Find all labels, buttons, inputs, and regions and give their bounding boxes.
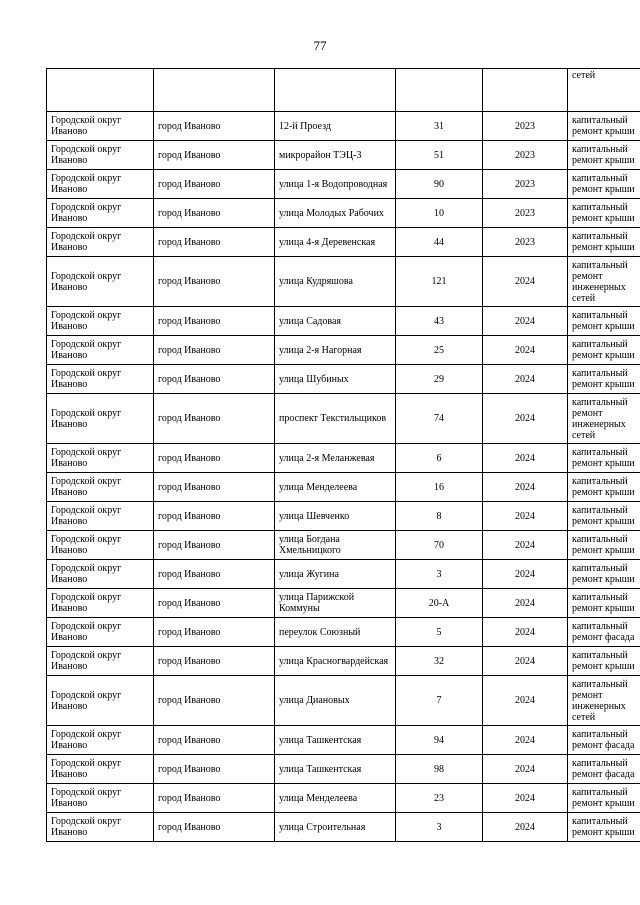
year-cell: 2023 <box>483 228 568 257</box>
house-number-cell: 74 <box>396 394 483 444</box>
house-number-cell: 20-А <box>396 589 483 618</box>
table-row <box>47 112 640 141</box>
work-type-cell: сетей <box>568 69 640 112</box>
city-cell: город Иваново <box>154 336 275 365</box>
year-cell: 2024 <box>483 307 568 336</box>
house-number-cell: 90 <box>396 170 483 199</box>
work-type-cell: капитальный ремонт крыши <box>568 112 640 141</box>
district-cell: Городской округ Иваново <box>47 112 154 141</box>
house-number-cell: 3 <box>396 813 483 842</box>
work-type-cell: капитальный ремонт крыши <box>568 444 640 473</box>
table-row <box>47 257 640 307</box>
table-row <box>47 170 640 199</box>
street-cell: улица Молодых Рабочих <box>275 199 396 228</box>
house-number-cell <box>396 69 483 112</box>
work-type-cell: капитальный ремонт инженерных сетей <box>568 257 640 307</box>
work-type-cell: капитальный ремонт фасада <box>568 755 640 784</box>
year-cell: 2024 <box>483 589 568 618</box>
work-type-cell: капитальный ремонт крыши <box>568 199 640 228</box>
district-cell: Городской округ Иваново <box>47 560 154 589</box>
district-cell: Городской округ Иваново <box>47 257 154 307</box>
city-cell: город Иваново <box>154 365 275 394</box>
year-cell: 2024 <box>483 394 568 444</box>
work-type-cell: капитальный ремонт крыши <box>568 647 640 676</box>
street-cell: улица Парижской Коммуны <box>275 589 396 618</box>
work-type-cell: капитальный ремонт крыши <box>568 228 640 257</box>
year-cell: 2024 <box>483 365 568 394</box>
district-cell: Городской округ Иваново <box>47 473 154 502</box>
street-cell: переулок Союзный <box>275 618 396 647</box>
table-body <box>47 69 640 842</box>
work-type-cell: капитальный ремонт крыши <box>568 813 640 842</box>
work-type-cell: капитальный ремонт крыши <box>568 531 640 560</box>
work-type-cell: капитальный ремонт крыши <box>568 170 640 199</box>
table-row <box>47 307 640 336</box>
city-cell: город Иваново <box>154 307 275 336</box>
table-row <box>47 560 640 589</box>
table-row <box>47 784 640 813</box>
house-number-cell: 70 <box>396 531 483 560</box>
city-cell: город Иваново <box>154 141 275 170</box>
street-cell: улица Ташкентская <box>275 726 396 755</box>
year-cell: 2024 <box>483 560 568 589</box>
year-cell: 2023 <box>483 199 568 228</box>
city-cell <box>154 69 275 112</box>
work-type-cell: капитальный ремонт крыши <box>568 473 640 502</box>
work-type-cell: капитальный ремонт фасада <box>568 726 640 755</box>
table-row <box>47 618 640 647</box>
table-row <box>47 141 640 170</box>
work-type-cell: капитальный ремонт крыши <box>568 589 640 618</box>
city-cell: город Иваново <box>154 589 275 618</box>
city-cell: город Иваново <box>154 473 275 502</box>
district-cell: Городской округ Иваново <box>47 365 154 394</box>
street-cell: улица Садовая <box>275 307 396 336</box>
district-cell: Городской округ Иваново <box>47 502 154 531</box>
district-cell: Городской округ Иваново <box>47 784 154 813</box>
street-cell: микрорайон ТЭЦ-3 <box>275 141 396 170</box>
street-cell: улица Диановых <box>275 676 396 726</box>
city-cell: город Иваново <box>154 228 275 257</box>
year-cell: 2024 <box>483 676 568 726</box>
street-cell: улица Ташкентская <box>275 755 396 784</box>
work-type-cell: капитальный ремонт крыши <box>568 365 640 394</box>
city-cell: город Иваново <box>154 199 275 228</box>
house-number-cell: 121 <box>396 257 483 307</box>
year-cell <box>483 69 568 112</box>
work-type-cell: капитальный ремонт инженерных сетей <box>568 676 640 726</box>
street-cell: улица Жугина <box>275 560 396 589</box>
house-number-cell: 51 <box>396 141 483 170</box>
work-type-cell: капитальный ремонт крыши <box>568 784 640 813</box>
district-cell: Городской округ Иваново <box>47 394 154 444</box>
district-cell: Городской округ Иваново <box>47 444 154 473</box>
street-cell: 12-й Проезд <box>275 112 396 141</box>
work-type-cell: капитальный ремонт фасада <box>568 618 640 647</box>
street-cell: улица Строительная <box>275 813 396 842</box>
house-number-cell: 25 <box>396 336 483 365</box>
street-cell: улица Красногвардейская <box>275 647 396 676</box>
table-row <box>47 199 640 228</box>
district-cell: Городской округ Иваново <box>47 170 154 199</box>
table-row <box>47 589 640 618</box>
street-cell: проспект Текстильщиков <box>275 394 396 444</box>
street-cell: улица Богдана Хмельницкого <box>275 531 396 560</box>
city-cell: город Иваново <box>154 531 275 560</box>
district-cell: Городской округ Иваново <box>47 336 154 365</box>
city-cell: город Иваново <box>154 560 275 589</box>
table-row <box>47 365 640 394</box>
street-cell: улица Кудряшова <box>275 257 396 307</box>
table-row <box>47 69 640 112</box>
work-type-cell: капитальный ремонт крыши <box>568 141 640 170</box>
year-cell: 2023 <box>483 170 568 199</box>
city-cell: город Иваново <box>154 444 275 473</box>
city-cell: город Иваново <box>154 112 275 141</box>
district-cell: Городской округ Иваново <box>47 755 154 784</box>
house-number-cell: 3 <box>396 560 483 589</box>
year-cell: 2024 <box>483 726 568 755</box>
city-cell: город Иваново <box>154 618 275 647</box>
work-type-cell: капитальный ремонт крыши <box>568 560 640 589</box>
work-type-cell: капитальный ремонт крыши <box>568 336 640 365</box>
table-row <box>47 394 640 444</box>
city-cell: город Иваново <box>154 502 275 531</box>
city-cell: город Иваново <box>154 257 275 307</box>
street-cell: улица Шевченко <box>275 502 396 531</box>
year-cell: 2024 <box>483 784 568 813</box>
city-cell: город Иваново <box>154 813 275 842</box>
year-cell: 2023 <box>483 141 568 170</box>
year-cell: 2024 <box>483 473 568 502</box>
table-row <box>47 473 640 502</box>
street-cell: улица Менделеева <box>275 473 396 502</box>
city-cell: город Иваново <box>154 170 275 199</box>
table-row <box>47 531 640 560</box>
district-cell: Городской округ Иваново <box>47 531 154 560</box>
table-row <box>47 647 640 676</box>
table-row <box>47 726 640 755</box>
street-cell: улица Шубиных <box>275 365 396 394</box>
street-cell: улица 1-я Водопроводная <box>275 170 396 199</box>
table-row <box>47 228 640 257</box>
house-number-cell: 29 <box>396 365 483 394</box>
house-number-cell: 7 <box>396 676 483 726</box>
house-number-cell: 32 <box>396 647 483 676</box>
district-cell: Городской округ Иваново <box>47 726 154 755</box>
year-cell: 2024 <box>483 502 568 531</box>
table-row <box>47 444 640 473</box>
buildings-table <box>46 68 640 842</box>
district-cell: Городской округ Иваново <box>47 307 154 336</box>
year-cell: 2024 <box>483 813 568 842</box>
year-cell: 2023 <box>483 112 568 141</box>
house-number-cell: 10 <box>396 199 483 228</box>
house-number-cell: 5 <box>396 618 483 647</box>
district-cell: Городской округ Иваново <box>47 676 154 726</box>
house-number-cell: 6 <box>396 444 483 473</box>
work-type-cell: капитальный ремонт инженерных сетей <box>568 394 640 444</box>
year-cell: 2024 <box>483 444 568 473</box>
table-row <box>47 813 640 842</box>
house-number-cell: 8 <box>396 502 483 531</box>
street-cell <box>275 69 396 112</box>
page-number: 77 <box>313 38 327 53</box>
year-cell: 2024 <box>483 257 568 307</box>
house-number-cell: 31 <box>396 112 483 141</box>
street-cell: улица Менделеева <box>275 784 396 813</box>
street-cell: улица 2-я Нагорная <box>275 336 396 365</box>
house-number-cell: 98 <box>396 755 483 784</box>
district-cell: Городской округ Иваново <box>47 141 154 170</box>
city-cell: город Иваново <box>154 755 275 784</box>
district-cell: Городской округ Иваново <box>47 228 154 257</box>
city-cell: город Иваново <box>154 394 275 444</box>
work-type-cell: капитальный ремонт крыши <box>568 502 640 531</box>
house-number-cell: 94 <box>396 726 483 755</box>
street-cell: улица 2-я Меланжевая <box>275 444 396 473</box>
table-row <box>47 502 640 531</box>
year-cell: 2024 <box>483 531 568 560</box>
city-cell: город Иваново <box>154 647 275 676</box>
city-cell: город Иваново <box>154 784 275 813</box>
house-number-cell: 43 <box>396 307 483 336</box>
street-cell: улица 4-я Деревенская <box>275 228 396 257</box>
table-row <box>47 755 640 784</box>
district-cell: Городской округ Иваново <box>47 589 154 618</box>
work-type-cell: капитальный ремонт крыши <box>568 307 640 336</box>
district-cell: Городской округ Иваново <box>47 647 154 676</box>
year-cell: 2024 <box>483 755 568 784</box>
house-number-cell: 23 <box>396 784 483 813</box>
year-cell: 2024 <box>483 618 568 647</box>
district-cell: Городской округ Иваново <box>47 813 154 842</box>
year-cell: 2024 <box>483 336 568 365</box>
district-cell: Городской округ Иваново <box>47 199 154 228</box>
house-number-cell: 16 <box>396 473 483 502</box>
table-row <box>47 336 640 365</box>
year-cell: 2024 <box>483 647 568 676</box>
house-number-cell: 44 <box>396 228 483 257</box>
table-row <box>47 676 640 726</box>
district-cell: Городской округ Иваново <box>47 618 154 647</box>
district-cell <box>47 69 154 112</box>
city-cell: город Иваново <box>154 726 275 755</box>
city-cell: город Иваново <box>154 676 275 726</box>
